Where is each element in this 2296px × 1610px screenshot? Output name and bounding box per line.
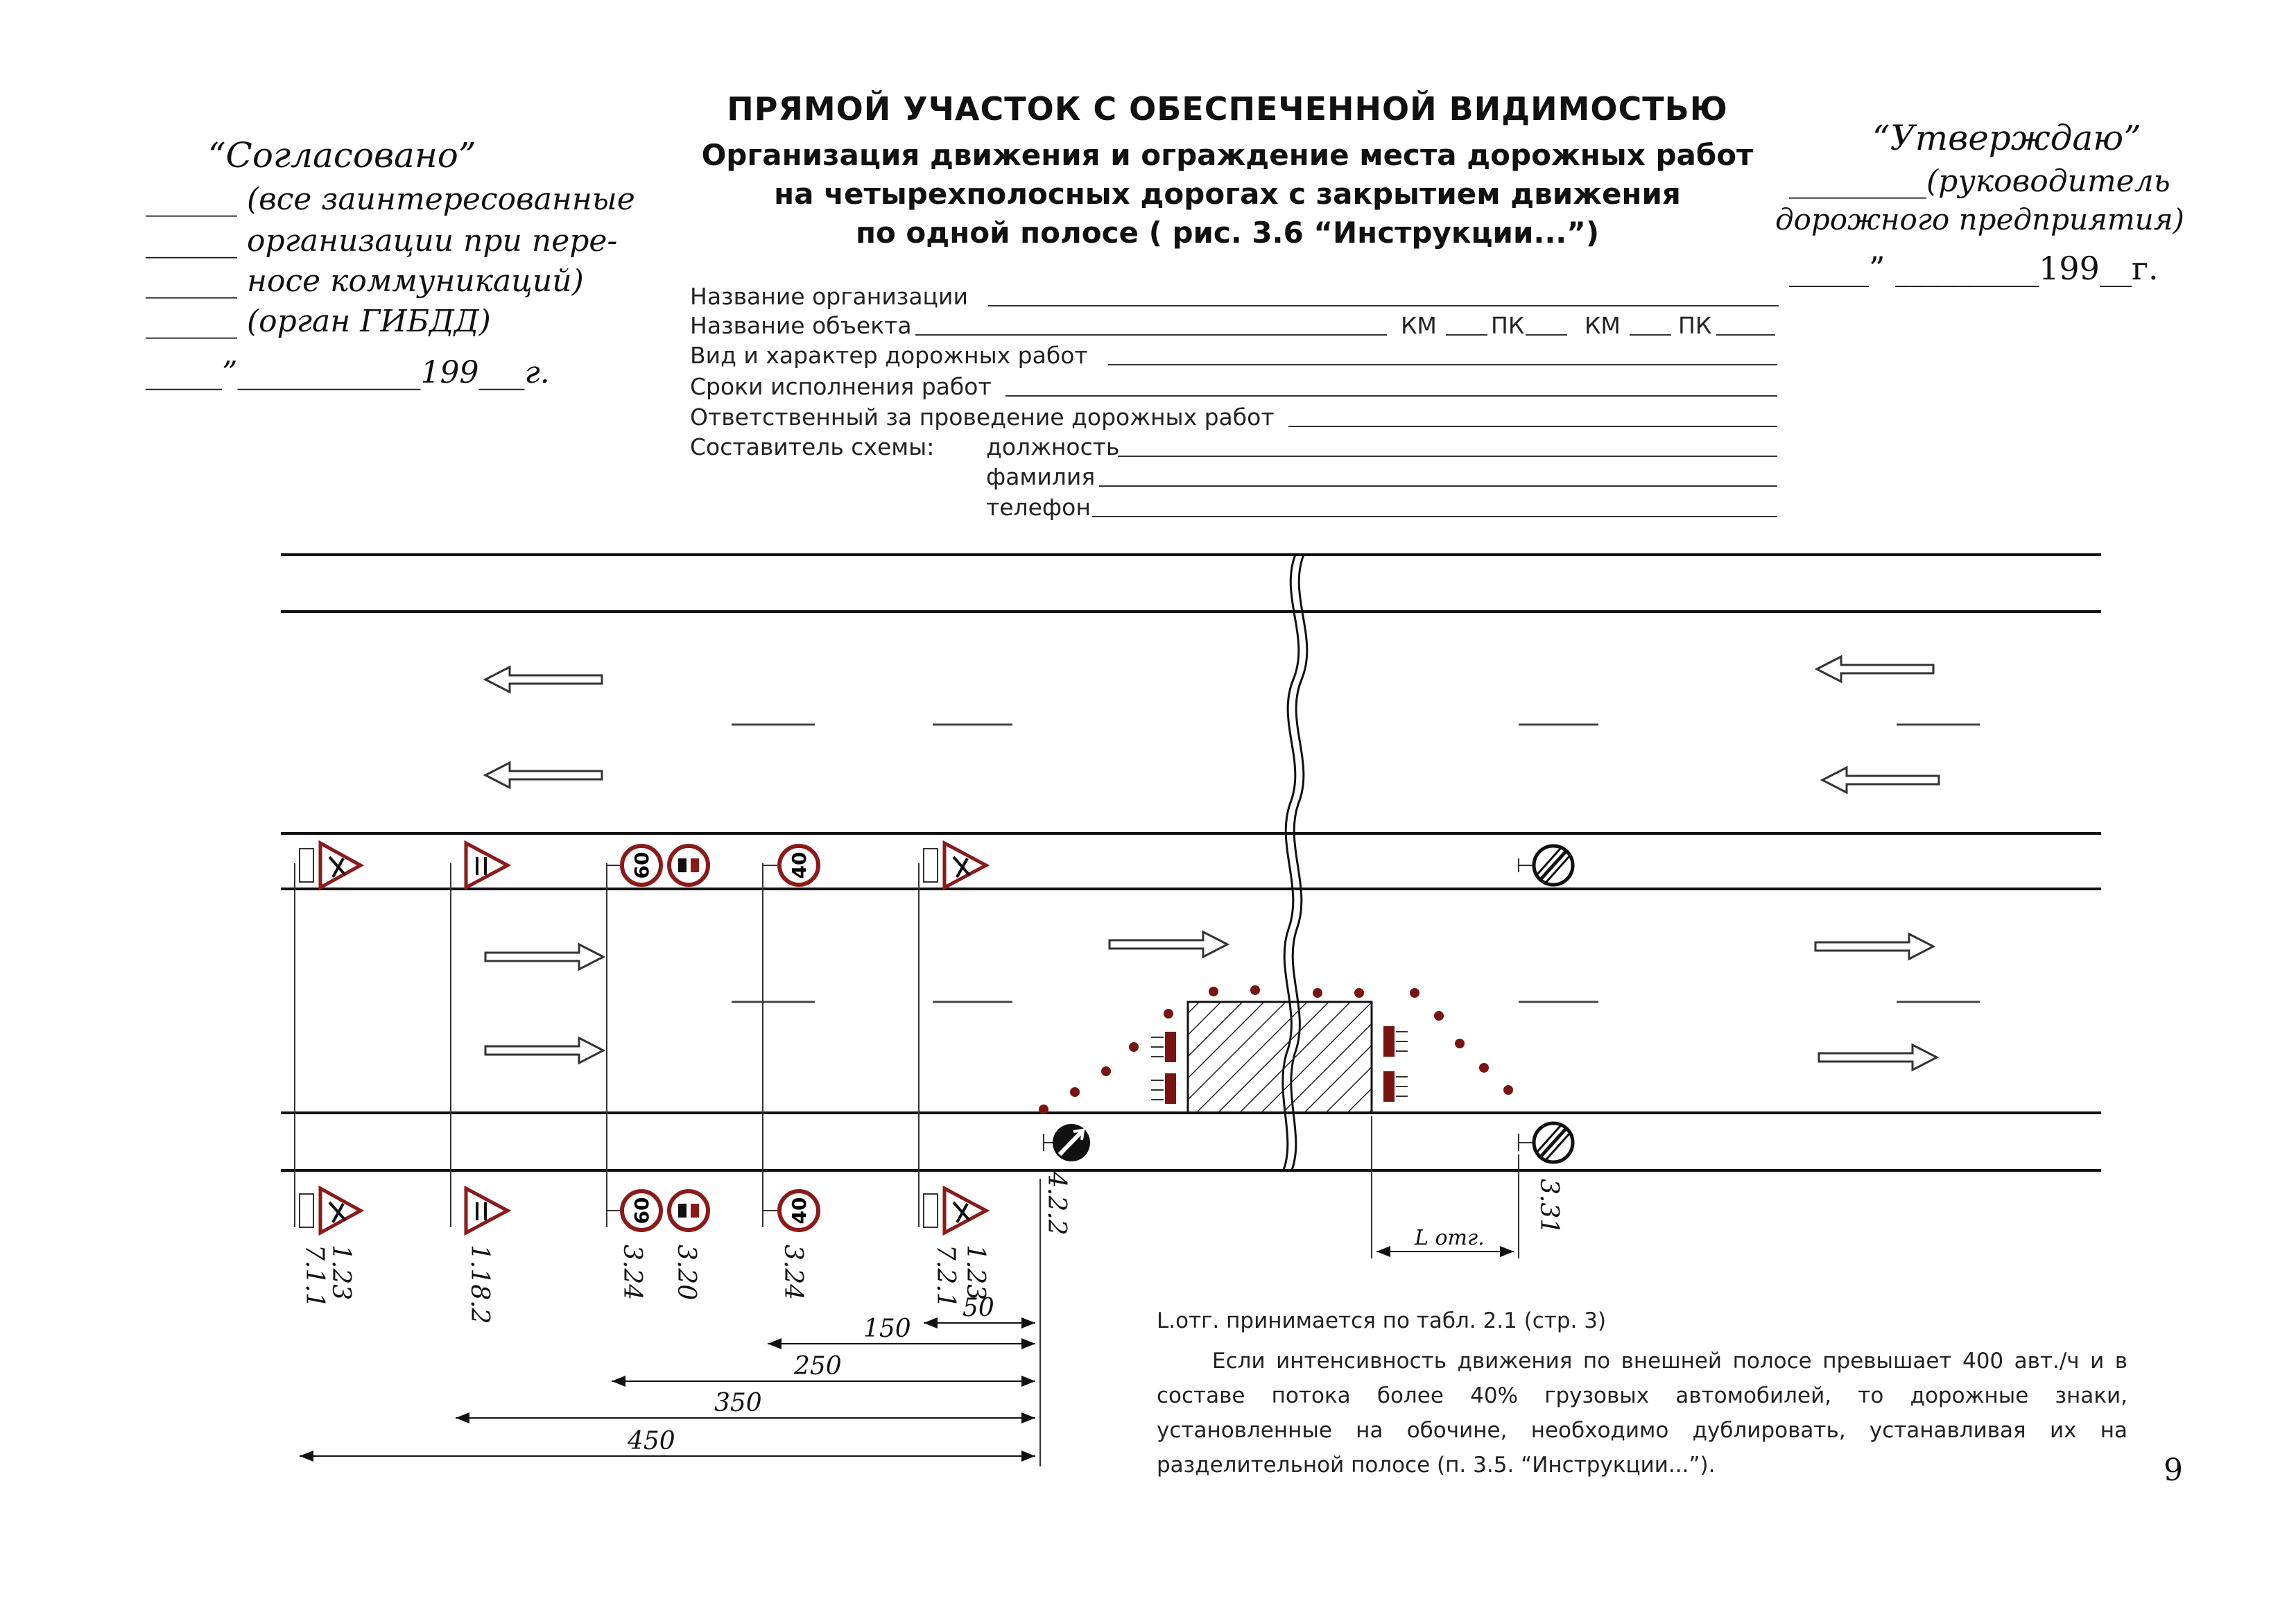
cone: [1503, 1085, 1513, 1095]
cone: [1354, 988, 1364, 998]
label-3-20: 3.20: [672, 1245, 700, 1301]
dimension-150: [768, 1315, 1035, 1349]
label-7-2-1: 7.2.1: [931, 1245, 960, 1308]
speed-limit-40-sign-median: [763, 846, 818, 885]
narrowing-road-sign-roadside: [451, 1188, 508, 1233]
form-responsible-label: Ответственный за проведение дорожных работ: [690, 404, 1275, 431]
detour-sign-lower: [1044, 1124, 1090, 1161]
end-restrictions-sign-median: [1519, 846, 1573, 885]
speed-limit-40-sign-roadside: [763, 1191, 818, 1230]
label-3-24-b: 3.24: [779, 1245, 807, 1301]
form-terms-label: Сроки исполнения работ: [690, 373, 992, 400]
approve-line-1: _________(руководитель: [1789, 164, 2170, 199]
page-number: 9: [2164, 1453, 2183, 1488]
arrow-right-3: [1110, 932, 1227, 957]
label-1-18-2: 1.18.2: [465, 1245, 494, 1324]
note-duplicate-signs: Если интенсивность движения по внешней полосе превышает 400 авт./ч и в составе потока более 40% грузовых автомобилей, то дорожные знаки, установленные на обочине, необходимо дублировать, устанавливая их на разделительной полосе (п. 3.5. “Инструкции...”).: [1157, 1349, 2127, 1478]
agreed-line-3: ______ носе коммуникаций): [146, 263, 584, 299]
dimension-450: [300, 1427, 1035, 1462]
dimension-250-label: 250: [794, 1352, 842, 1380]
arrow-right-5: [1819, 1045, 1937, 1070]
note-l-otg: L.отг. принимается по табл. 2.1 (стр. 3): [1157, 1308, 1607, 1333]
form-surname-label: фамилия: [986, 463, 1096, 490]
roadside-signs: [295, 1188, 986, 1233]
arrow-left-2: [485, 763, 602, 788]
barrier-right-2: [1383, 1071, 1395, 1102]
form-work-type-label: Вид и характер дорожных работ: [690, 342, 1088, 369]
l-otg-dimension: [1372, 1116, 1519, 1258]
end-restrictions-sign-lower: [1519, 1123, 1573, 1162]
speed-limit-60-sign-roadside: [607, 1191, 661, 1230]
speed-limit-60-sign-median: [607, 846, 661, 885]
approve-title: “Утверждаю”: [1872, 118, 2141, 158]
agreed-line-1: ______ (все заинтересованные: [146, 182, 635, 217]
approve-line-2: дорожного предприятия): [1775, 202, 2184, 236]
warning-road-works-sign-median-2: [919, 843, 986, 888]
subtitle-line-2: на четырехполосных дорогах с закрытием движения: [774, 177, 1681, 211]
dimension-50-label: 50: [963, 1294, 994, 1322]
cone: [1129, 1042, 1139, 1052]
form-object-name-label: Название объекта: [690, 312, 912, 339]
cone: [1434, 1011, 1444, 1021]
dimension-350: [456, 1389, 1035, 1423]
cone: [1070, 1087, 1080, 1097]
cone: [1313, 988, 1322, 998]
barrier-left-1: [1165, 1032, 1176, 1062]
speed-40-text: 40: [788, 851, 811, 879]
agreed-line-4: ______ (орган ГИБДД): [146, 304, 491, 339]
dimension-150-label: 150: [863, 1315, 911, 1343]
cone: [1410, 988, 1419, 998]
agreed-date: _____”____________199___г.: [146, 355, 550, 390]
page-title: ПРЯМОЙ УЧАСТОК С ОБЕСПЕЧЕННОЙ ВИДИМОСТЬЮ: [727, 90, 1728, 128]
no-overtaking-sign-roadside: [669, 1191, 708, 1230]
warning-road-works-sign-median-1: [295, 843, 361, 888]
cone: [1209, 987, 1218, 996]
label-1-23-a: 1.23: [327, 1245, 355, 1301]
no-overtaking-sign-median: [669, 846, 708, 885]
warning-road-works-sign-roadside-1: [295, 1188, 361, 1233]
l-otg-label: L отг.: [1415, 1226, 1485, 1250]
cone: [1250, 985, 1260, 995]
arrow-left-1: [485, 667, 602, 692]
form-org-name-label: Название организации: [690, 283, 968, 310]
form-phone-label: телефон: [986, 494, 1091, 521]
form-composer-label: Составитель схемы:: [690, 433, 935, 460]
arrow-right-2: [485, 1038, 603, 1063]
speed-60-text: 60: [630, 1197, 653, 1224]
sign-reference-lines: [295, 867, 919, 1227]
form-position-label: должность: [986, 433, 1120, 460]
form-km1-label: КМ: [1401, 312, 1437, 339]
arrow-right-4: [1815, 934, 1933, 959]
label-3-31: 3.31: [1535, 1179, 1563, 1235]
agreed-title: “Согласовано”: [208, 135, 476, 175]
dimension-450-label: 450: [628, 1427, 675, 1455]
subtitle-line-3: по одной полосе ( рис. 3.6 “Инструкции...”): [855, 216, 1600, 250]
arrow-right-1: [485, 944, 603, 969]
cone: [1039, 1105, 1048, 1114]
subtitle-line-1: Организация движения и ограждение места дорожных работ: [701, 138, 1754, 172]
barrier-left-2: [1165, 1073, 1176, 1104]
arrow-left-4: [1822, 768, 1939, 793]
agreed-line-2: ______ организации при пере-: [146, 223, 618, 259]
narrowing-road-sign-median: [451, 843, 508, 888]
speed-40-text: 40: [788, 1197, 811, 1224]
form-km2-label: КМ: [1585, 312, 1621, 339]
label-4-2-2: 4.2.2: [1042, 1172, 1071, 1236]
cone: [1479, 1063, 1489, 1073]
warning-road-works-sign-roadside-2: [919, 1188, 986, 1233]
dimension-350-label: 350: [714, 1389, 762, 1417]
work-zone: [1188, 1002, 1372, 1113]
dimension-250: [612, 1352, 1035, 1387]
cone: [1455, 1039, 1465, 1048]
cone: [1164, 1009, 1173, 1019]
label-1-23-b: 1.23: [961, 1245, 990, 1301]
form-pk1-label: ПК: [1491, 312, 1525, 339]
arrow-left-3: [1817, 657, 1933, 682]
barrier-right-1: [1383, 1026, 1395, 1057]
median-signs: [295, 843, 1573, 888]
speed-60-text: 60: [630, 851, 653, 879]
approve-date: _____” _________199__г.: [1789, 250, 2159, 287]
label-7-1-1: 7.1.1: [300, 1245, 329, 1308]
label-3-24-a: 3.24: [618, 1245, 646, 1301]
form-pk2-label: ПК: [1678, 312, 1712, 339]
cone: [1101, 1066, 1111, 1076]
